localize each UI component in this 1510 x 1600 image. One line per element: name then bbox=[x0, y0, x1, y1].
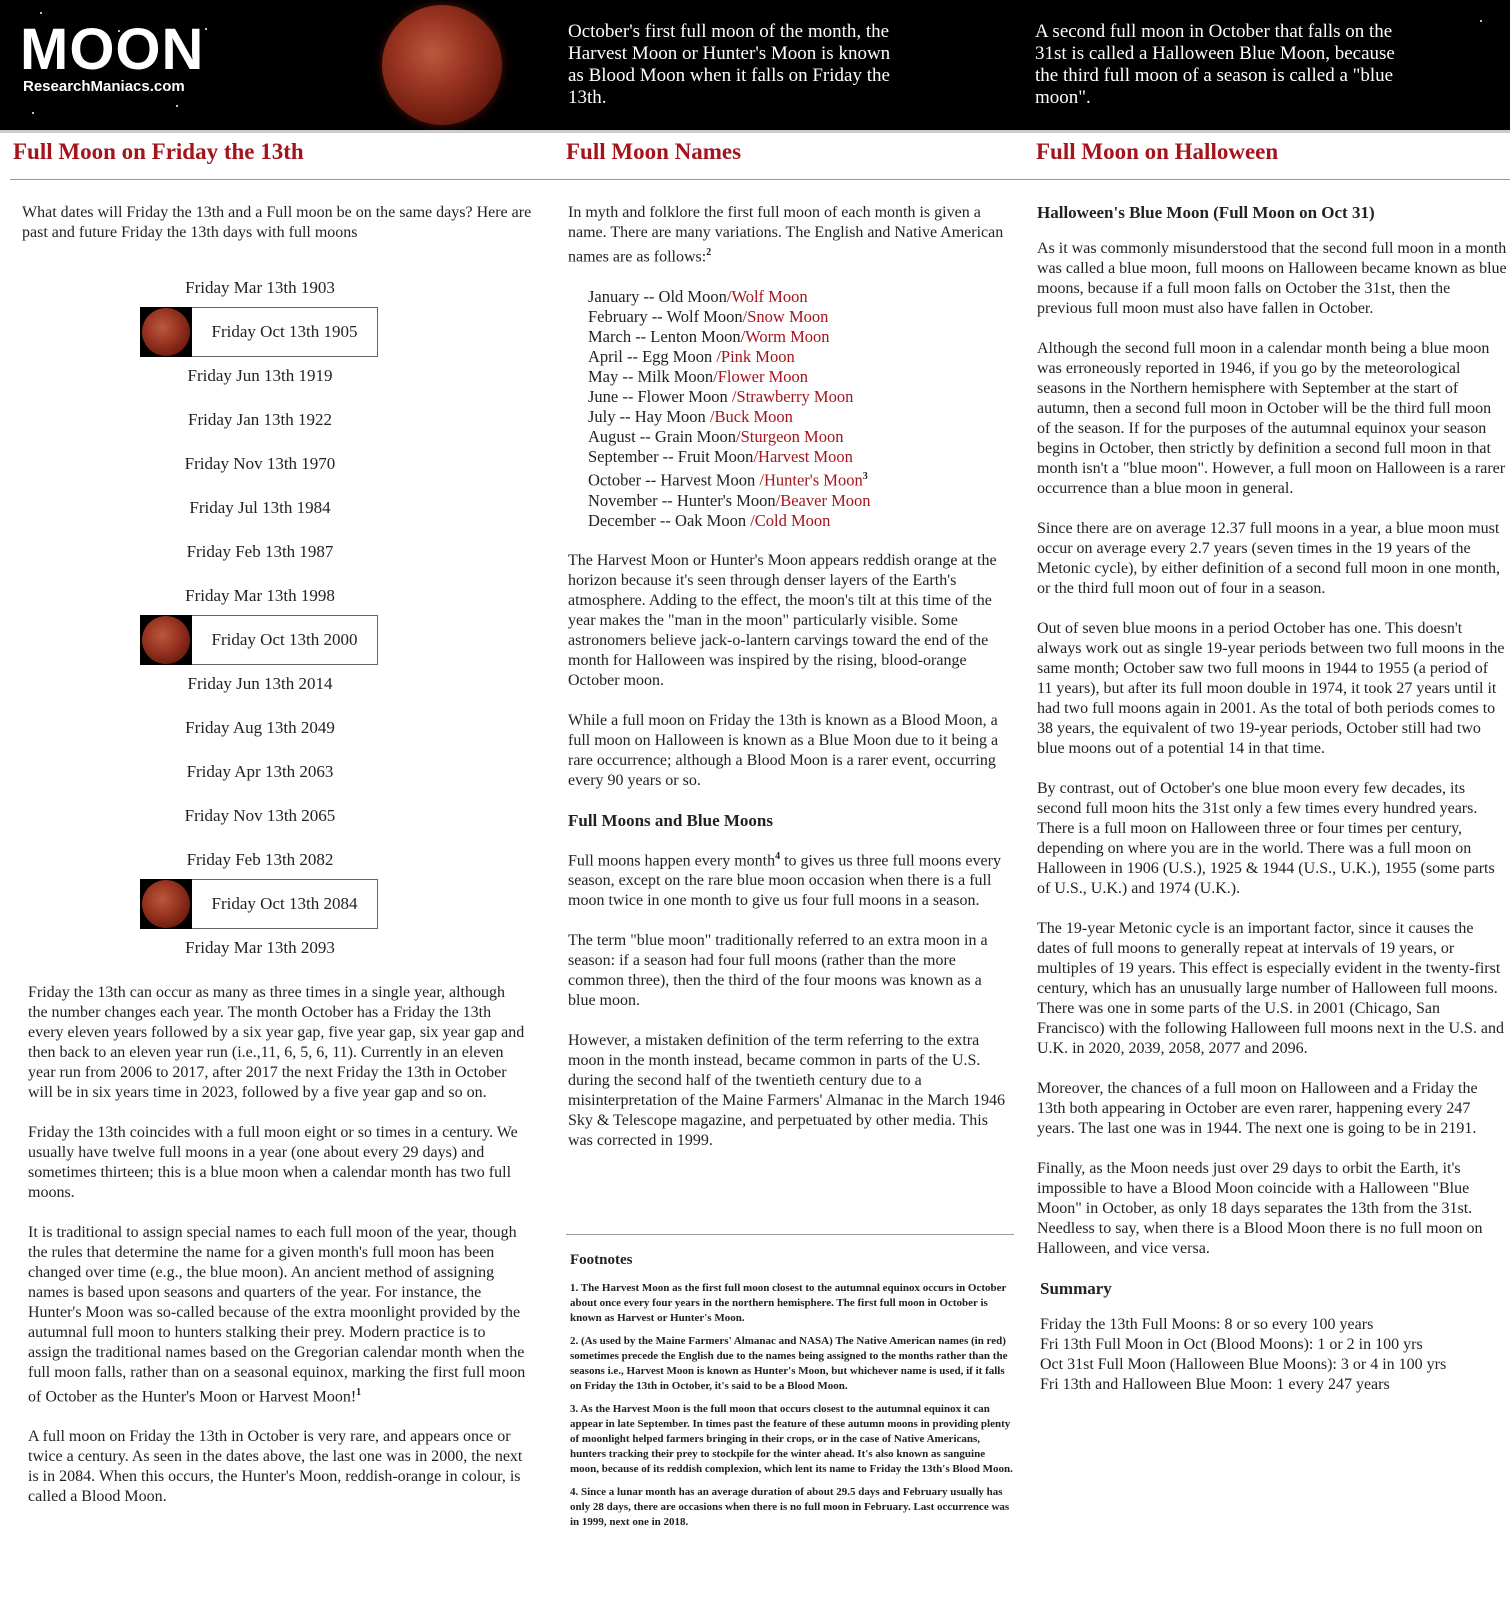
date-item: Friday Feb 13th 1987 bbox=[186, 542, 334, 561]
paragraph: The 19-year Metonic cycle is an important factor, since it causes the dates of full moons to generally repeat at intervals of 19 years, or multiples of 19 years. This effect is especially evident in the twenty-first century, which has an unusually large number of Halloween full moons. There was one in some parts of the U.S. in 2001 (Chicago, San Francisco) with the following Halloween full moons next in the U.S. and U.K. in 2020, 2039, 2058, 2077 and 2096. bbox=[1037, 920, 1505, 1057]
friday-13th-body bbox=[28, 983, 526, 1527]
section-title-moon-names: Full Moon Names bbox=[566, 139, 742, 164]
footnote-ref[interactable]: 3 bbox=[862, 471, 868, 483]
paragraph: Full moons happen every month$^4$ to gives us three full moons every season, except on the rare blue moon occasion when there is a full moon twice in one month to give us four full moons in a season. bbox=[568, 850, 1001, 910]
summary-title: Summary bbox=[1040, 1279, 1112, 1298]
date-item: Friday Jul 13th 1984 bbox=[189, 498, 331, 517]
paragraph: It is traditional to assign special names to each full moon of the year, though the rules that determine the name for a given month's full moon has been changed over time (e.g., the blue moon). An ancient method of assigning names is based upon seasons and quarters of the year. For instance, the Hunter's Moon was so-called because of the extra moonlight provided by the autumnal full moon to hunters stalking their prey. Modern practice is to assign the traditional names based on the Gregorian calendar month when the full moon falls, rather than on a seasonal equinox, marking the first full moon of October as the Hunter's Moon or Harvest Moon!$^1$ bbox=[28, 1224, 526, 1406]
paragraph: Moreover, the chances of a full moon on Halloween and a Friday the 13th both appearing in October are even rarer, happening every 247 years. The last one was in 1944. The next one is going to be in 2191. bbox=[1037, 1080, 1478, 1137]
paragraph: While a full moon on Friday the 13th is known as a Blood Moon, a full moon on Halloween is known as a Blue Moon due to it being a rare occurrence; although a Blood Moon is a rarer event, occurring every 90 years or so. bbox=[568, 711, 999, 789]
paragraph: Since there are on average 12.37 full moons in a year, a blue moon must occur on average every 2.7 years (seven times in the 19 years of the Metonic cycle), by either definition of a second full moon in one month, or the third full moon out of four in a season. bbox=[1037, 520, 1500, 597]
blood-moon-thumbnail bbox=[140, 615, 192, 665]
month-name-item: April -- Egg Moon /Pink Moon bbox=[588, 347, 795, 367]
month-name-item: January -- Old Moon/Wolf Moon bbox=[588, 287, 808, 307]
section-divider bbox=[10, 179, 1510, 180]
date-item-highlighted: Friday Oct 13th 2000 bbox=[192, 615, 378, 665]
date-item: Friday Aug 13th 2049 bbox=[185, 718, 335, 737]
paragraph: The Harvest Moon or Hunter's Moon appears reddish orange at the horizon because it's seen through denser layers of the Earth's atmosphere. Adding to the effect, the moon's tilt at this time of the year makes the "man in the moon" particularly visible. Some astronomers believe jack-o-lantern carvings toward the end of the month for Halloween was inspired by the rising, blood-orange October moon. bbox=[568, 551, 997, 689]
star-decoration bbox=[40, 12, 42, 14]
month-names-list bbox=[588, 287, 1013, 531]
month-name-item: March -- Lenton Moon/Worm Moon bbox=[588, 327, 830, 347]
month-name-item: September -- Fruit Moon/Harvest Moon bbox=[588, 447, 853, 467]
month-name-item: May -- Milk Moon/Flower Moon bbox=[588, 367, 808, 387]
moon-names-intro: In myth and folklore the first full moon of each month is given a name. There are many variations. The English and Native American names are as follows:$^2$ bbox=[568, 204, 1004, 266]
date-item: Friday Feb 13th 2082 bbox=[186, 850, 334, 869]
star-decoration bbox=[32, 112, 34, 114]
summary-line: Fri 13th and Halloween Blue Moon: 1 every 247 years bbox=[1040, 1376, 1390, 1393]
footnote-ref[interactable]: 2 bbox=[706, 247, 712, 258]
halloween-column bbox=[1018, 133, 1510, 1393]
footnotes-divider bbox=[566, 1234, 1014, 1235]
month-name-item: December -- Oak Moon /Cold Moon bbox=[588, 510, 831, 530]
date-item-highlighted: Friday Oct 13th 1905 bbox=[192, 307, 378, 357]
summary-line: Friday the 13th Full Moons: 8 or so every 100 years bbox=[1040, 1316, 1374, 1333]
paragraph: Finally, as the Moon needs just over 29 days to orbit the Earth, it's impossible to have a Blood Moon coincide with a Halloween "Blue Moon" in October, as only 18 days separates the 13th from the 31st. Needless to say, when there is a Blood Moon there is no full moon on Halloween, and vice versa. bbox=[1037, 1160, 1483, 1257]
moon-names-body bbox=[568, 203, 1013, 1171]
footnote-item: 1. The Harvest Moon as the first full moon closest to the autumnal equinox occurs in October about once every four years in the northern hemisphere. The first full moon in October is known as Harvest or Hunter's Moon. bbox=[570, 1282, 1007, 1324]
site-logo[interactable] bbox=[20, 17, 210, 96]
summary-line: Oct 31st Full Moon (Halloween Blue Moons): 3 or 4 in 100 yrs bbox=[1040, 1356, 1447, 1373]
paragraph: Although the second full moon in a calendar month being a blue moon was erroneously reported in 1946, if you go by the meteorological seasons in the Northern hemisphere with September at the start of autumn, then a second full moon in October will be the third full moon of the season. If for the purposes of the autumnal equinox your season begins in October, then strictly by definition a second full moon in that month isn't a "blue moon". However, a full moon on Halloween is a rarer occurrence than a blue moon in general. bbox=[1037, 340, 1506, 497]
paragraph: As it was commonly misunderstood that the second full moon in a month was called a blue moon, full moons on Halloween became known as blue moons, because if a full moon falls on October the 31st, then the previous full moon must also have fallen in October. bbox=[1037, 240, 1507, 317]
date-item: Friday Jan 13th 1922 bbox=[187, 410, 333, 429]
friday-13th-intro: What dates will Friday the 13th and a Full moon be on the same days? Here are past and future Friday the 13th days with full moons bbox=[22, 204, 532, 241]
month-name-item: February -- Wolf Moon/Snow Moon bbox=[588, 307, 829, 327]
halloween-body bbox=[1037, 203, 1507, 1395]
month-name-item: October -- Harvest Moon /Hunter's Moon$^3$ bbox=[588, 470, 868, 490]
date-item: Friday Mar 13th 1903 bbox=[185, 278, 335, 297]
footnote-item: 4. Since a lunar month has an average duration of about 29.5 days and February usually has only 28 days, there are occasions when there is no full moon in February. Last occurrence was in 1999, next one in 2018. bbox=[570, 1486, 1010, 1528]
paragraph: By contrast, out of October's one blue moon every few decades, its second full moon hits the 31st only a few times every hundred years. There is a full moon on Halloween three or four times per century, depending on where you are in the world. There was a full moon on Halloween in 1906 (U.S.), 1925 & 1944 (U.S., U.K.), 1955 (some parts of U.S., U.K.) and 1974 (U.K.). bbox=[1037, 780, 1495, 897]
footnote-item: 3. As the Harvest Moon is the full moon that occurs closest to the autumnal equinox it can appear in late September. In times past the feature of these autumn moons in providing plenty of moonlight helped farmers bringing in their crops, or in the case of Native Americans, hunters tracking their prey to stockpile for the winter ahead. It's also known as sanguine moon, because of its reddish complexion, which lent its name to Friday the 13th's Blood Moon. bbox=[570, 1403, 1013, 1475]
footnote-ref[interactable]: 4 bbox=[775, 850, 781, 862]
date-item: Friday Mar 13th 1998 bbox=[185, 586, 335, 605]
blood-moon-thumbnail bbox=[140, 307, 192, 357]
paragraph: However, a mistaken definition of the term referring to the extra moon in the month instead, became common in parts of the U.S. during the second half of the twentieth century due to a misinterpretation of the Maine Farmers' Almanac in the March 1946 Sky & Telescope magazine, and perpetuated by other media. This was corrected in 1999. bbox=[568, 1032, 1005, 1150]
header-blurb-blood-moon: October's first full moon of the month, the Harvest Moon or Hunter's Moon is known as Blood Moon when it falls on Friday the 13th. bbox=[568, 21, 891, 108]
section-title-friday-13th: Full Moon on Friday the 13th bbox=[13, 139, 304, 164]
date-item: Friday Mar 13th 2093 bbox=[185, 938, 335, 957]
date-item-highlighted: Friday Oct 13th 2084 bbox=[192, 879, 378, 929]
logo-title: MOON bbox=[20, 17, 205, 82]
date-item: Friday Apr 13th 2063 bbox=[186, 762, 334, 781]
star-decoration bbox=[1480, 20, 1482, 22]
date-item: Friday Jun 13th 1919 bbox=[187, 366, 333, 385]
subsection-title-halloween-blue-moon: Halloween's Blue Moon (Full Moon on Oct 31) bbox=[1037, 203, 1375, 222]
subsection-title-blue-moons: Full Moons and Blue Moons bbox=[568, 810, 773, 830]
moon-names-column bbox=[548, 133, 1018, 1150]
month-name-item: July -- Hay Moon /Buck Moon bbox=[588, 407, 793, 427]
paragraph: The term "blue moon" traditionally referred to an extra moon in a season: if a season had four full moons (rather than the more common three), then the third of the four moons was known as a blue moon. bbox=[568, 932, 988, 1010]
logo-subtitle: ResearchManiacs.com bbox=[23, 78, 185, 95]
star-decoration bbox=[176, 105, 178, 107]
blood-moon-image bbox=[382, 5, 502, 125]
footnote-item: 2. (As used by the Maine Farmers' Almanac and NASA) The Native American names (in red) sometimes precede the English due to the names being assigned to the months rather than the seasons i.e., Harvest Moon is known as Hunter's Moon, but whichever name is used, if it falls on Friday the 13th in October, it's said to be a Blood Moon. bbox=[570, 1335, 1008, 1392]
footnotes-title: Footnotes bbox=[570, 1252, 633, 1268]
section-title-halloween: Full Moon on Halloween bbox=[1036, 139, 1279, 164]
date-item: Friday Nov 13th 2065 bbox=[184, 806, 336, 825]
footnotes-section bbox=[570, 1252, 1015, 1538]
month-name-item: August -- Grain Moon/Sturgeon Moon bbox=[588, 427, 844, 447]
date-item: Friday Nov 13th 1970 bbox=[184, 454, 336, 473]
header-banner bbox=[0, 0, 1510, 130]
paragraph: Friday the 13th can occur as many as three times in a single year, although the number changes each year. The month October has a Friday the 13th every eleven years followed by a six year gap, five year gap, six year gap and then back to an eleven year run (i.e.,11, 6, 5, 6, 11). Currently in an eleven year run from 2006 to 2017, after 2017 the next Friday the 13th in October will be in six years time in 2023, followed by a five year gap and so on. bbox=[28, 984, 525, 1101]
month-name-item: November -- Hunter's Moon/Beaver Moon bbox=[588, 490, 871, 510]
footnote-ref[interactable]: 1 bbox=[356, 1387, 362, 1398]
month-name-item: June -- Flower Moon /Strawberry Moon bbox=[588, 387, 854, 407]
friday-13th-column bbox=[0, 133, 548, 1506]
summary-line: Fri 13th Full Moon in Oct (Blood Moons): 1 or 2 in 100 yrs bbox=[1040, 1336, 1423, 1353]
paragraph: Out of seven blue moons in a period October has one. This doesn't always work out as single 19-year periods between two full moons in the same month; October saw two full moons in 1944 to 1955 (a period of 11 years), but after its full moon double in 1974, it took 27 years until it had two full moons again in 2001. As the total of both periods comes to 38 years, the equivalent of two 19-year periods, October still had two blue moons out of a potential 14 in that time. bbox=[1037, 620, 1505, 757]
blood-moon-thumbnail bbox=[140, 879, 192, 929]
friday-13th-dates-list bbox=[140, 266, 380, 970]
header-blurb-blue-moon: A second full moon in October that falls on the 31st is called a Halloween Blue Moon, because the third full moon of a season is called a "blue moon". bbox=[1035, 21, 1395, 108]
date-item: Friday Jun 13th 2014 bbox=[187, 674, 333, 693]
paragraph: Friday the 13th coincides with a full moon eight or so times in a century. We usually have twelve full moons in a year (one about every 29 days) and sometimes thirteen; this is a blue moon when a calendar month has two full moons. bbox=[28, 1124, 518, 1201]
paragraph: A full moon on Friday the 13th in October is very rare, and appears once or twice a century. As seen in the dates above, the last one was in 2000, the next is in 2084. When this occurs, the Hunter's Moon, reddish-orange in colour, is called a Blood Moon. bbox=[28, 1428, 523, 1506]
